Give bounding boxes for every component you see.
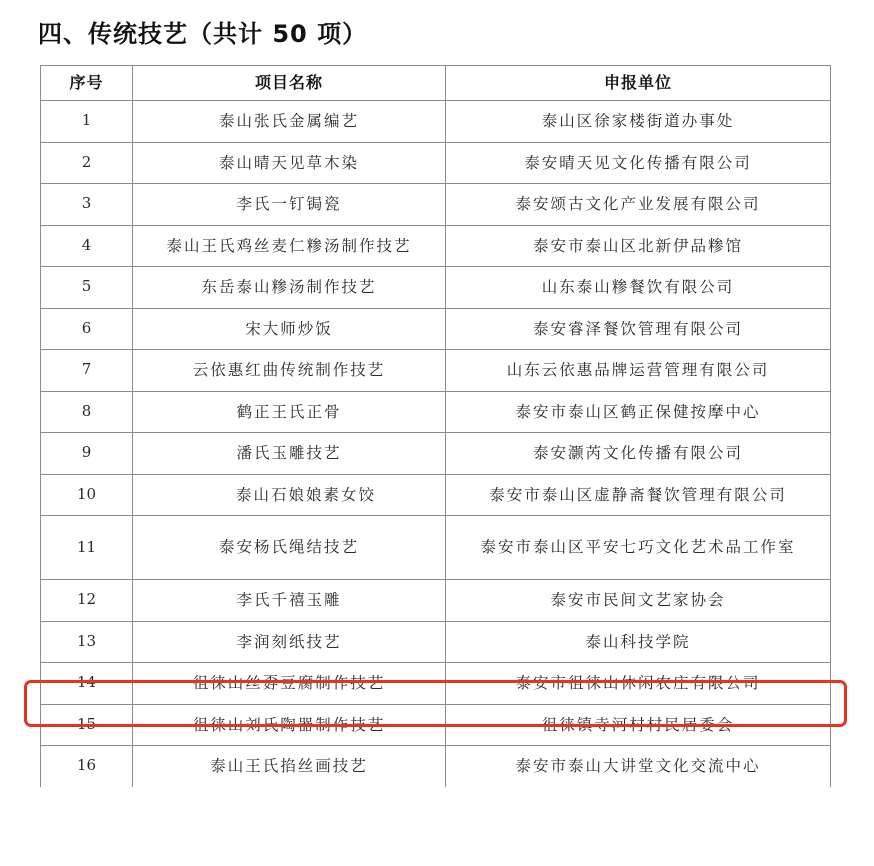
cell-project-name: 徂徕山丝孬豆腐制作技艺 [133,663,446,705]
cell-project-name: 李氏千禧玉雕 [133,580,446,622]
cell-applicant-unit: 泰安晴天见文化传播有限公司 [446,142,831,184]
cell-project-name: 李氏一钉锔瓷 [133,184,446,226]
table-header-row [41,66,831,101]
cell-serial: 7 [41,350,133,392]
cell-project-name: 宋大师炒饭 [133,308,446,350]
table-row [41,516,831,580]
table-row [41,580,831,622]
table-row [41,225,831,267]
header-serial: 序号 [41,66,133,101]
cell-project-name: 鹤正王氏正骨 [133,391,446,433]
cell-serial: 10 [41,474,133,516]
table-row [41,704,831,746]
cell-applicant-unit: 泰安市泰山区北新伊品糁馆 [446,225,831,267]
cell-serial: 13 [41,621,133,663]
cell-serial: 1 [41,101,133,143]
cell-applicant-unit: 泰山科技学院 [446,621,831,663]
cell-applicant-unit: 泰安市泰山大讲堂文化交流中心 [446,746,831,787]
table-row [41,663,831,705]
cell-project-name: 东岳泰山糁汤制作技艺 [133,267,446,309]
cell-serial: 5 [41,267,133,309]
table-row [41,433,831,475]
header-project-name: 项目名称 [133,66,446,101]
table-row [41,391,831,433]
cell-project-name: 潘氏玉雕技艺 [133,433,446,475]
table-row [41,746,831,787]
cell-applicant-unit: 泰安睿泽餐饮管理有限公司 [446,308,831,350]
cell-project-name: 泰安杨氏绳结技艺 [133,516,446,580]
table-row [41,350,831,392]
heritage-table [40,65,831,787]
cell-project-name: 泰山王氏掐丝画技艺 [133,746,446,787]
table-row [41,184,831,226]
heritage-table-container [40,65,830,787]
cell-project-name: 云依惠红曲传统制作技艺 [133,350,446,392]
cell-serial: 14 [41,663,133,705]
table-row [41,474,831,516]
table-row [41,101,831,143]
table-row [41,267,831,309]
cell-applicant-unit: 泰山区徐家楼街道办事处 [446,101,831,143]
cell-applicant-unit: 泰安市泰山区鹤正保健按摩中心 [446,391,831,433]
page-title: 四、传统技艺（共计 50 项） [38,20,368,48]
cell-project-name: 泰山张氏金属编艺 [133,101,446,143]
cell-serial: 9 [41,433,133,475]
cell-applicant-unit: 泰安市泰山区虚静斋餐饮管理有限公司 [446,474,831,516]
cell-serial: 15 [41,704,133,746]
cell-project-name: 李润刻纸技艺 [133,621,446,663]
cell-applicant-unit: 山东云依惠品牌运营管理有限公司 [446,350,831,392]
table-row-highlighted [41,621,831,663]
cell-serial: 16 [41,746,133,787]
cell-project-name: 泰山石娘娘素女饺 [133,474,446,516]
table-row [41,308,831,350]
header-applicant-unit: 申报单位 [446,66,831,101]
cell-project-name: 徂徕山刘氏陶器制作技艺 [133,704,446,746]
cell-project-name: 泰山晴天见草木染 [133,142,446,184]
cell-serial: 12 [41,580,133,622]
cell-applicant-unit: 泰安颂古文化产业发展有限公司 [446,184,831,226]
cell-applicant-unit: 徂徕镇寺河村村民居委会 [446,704,831,746]
cell-serial: 11 [41,516,133,580]
cell-applicant-unit: 泰安灏芮文化传播有限公司 [446,433,831,475]
cell-serial: 6 [41,308,133,350]
cell-project-name: 泰山王氏鸡丝麦仁糁汤制作技艺 [133,225,446,267]
cell-serial: 4 [41,225,133,267]
table-row [41,142,831,184]
cell-serial: 8 [41,391,133,433]
cell-applicant-unit: 泰安市泰山区平安七巧文化艺术品工作室 [446,516,831,580]
cell-serial: 2 [41,142,133,184]
cell-applicant-unit: 泰安市民间文艺家协会 [446,580,831,622]
cell-applicant-unit: 山东泰山糁餐饮有限公司 [446,267,831,309]
cell-applicant-unit: 泰安市徂徕山休闲农庄有限公司 [446,663,831,705]
cell-serial: 3 [41,184,133,226]
